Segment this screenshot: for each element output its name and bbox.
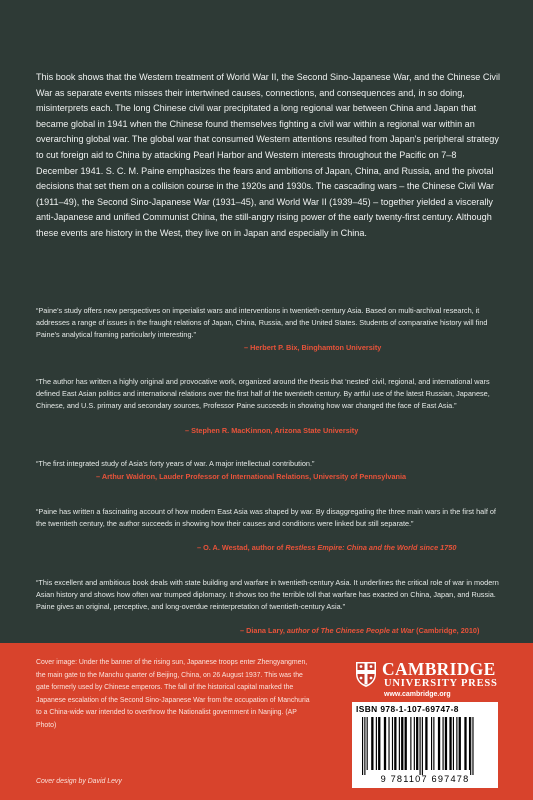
- barcode-bar: [453, 717, 454, 770]
- barcode-bar: [394, 717, 396, 770]
- barcode-bar: [378, 717, 380, 770]
- review-attribution-5-book: author of The Chinese People at War: [286, 626, 415, 635]
- review-attribution-5-publisher: (Cambridge, 2010): [414, 626, 480, 635]
- barcode-bar: [449, 717, 451, 770]
- barcode-bar: [464, 717, 466, 770]
- cover-image-caption: Cover image: Under the banner of the rising sun, Japanese troops enter Zhengyangmen, the main gate to the Manchu quarter of Beijing, China, on 26 August 1937. This was the gate formerly used by Chinese emperors. The fall of the historical capital marked the Japanese escalation of the Second Sino-Japanese War from the occupation of Manchuria to a China-wide war intended to overthrow the Nationalist government in Nanjing. (AP Photo): [36, 659, 310, 729]
- barcode-bar: [470, 717, 471, 775]
- barcode-bar: [410, 717, 411, 770]
- cover-design-credit: Cover design by David Levy: [36, 778, 122, 785]
- review-quote-2: “The author has written a highly original and provocative work, organized around the thesis that ‘nested’ civil, regional, and international wars defined East Asian politics and international relations over the first half of the twentieth century. By artful use of the latest Russian, Japanese, Chinese, and U.S. primary and secondary sources, Professor Paine succeeds in showing how war changed the face of East Asia.”: [36, 377, 490, 410]
- review-attribution-1: – Herbert P. Bix, Binghamton University: [244, 343, 382, 352]
- publisher-press: UNIVERSITY PRESS: [384, 678, 498, 689]
- barcode-bar: [376, 717, 377, 770]
- book-description: This book shows that the Western treatment of World War II, the Second Sino-Japanese War, and the Chinese Civil War as separate events misses their intertwined causes, connections, and consequences and, in so doing, misinterprets each. The long Chinese civil war precipitated a long regional war between China and Japan that became global in 1941 when the Chinese found themselves fighting a civil war within a regional war within an overarching global war. The global war that consumed Western attentions resulted from Japan's peripheral strategy to cut foreign aid to China by attacking Pearl Harbor and Western interests throughout the Pacific on 7–8 December 1941. S. C. M. Paine emphasizes the fears and ambitions of Japan, China, and Russia, and the pivotal decisions that set them on a collision course in the 1920s and 1930s. The cascading wars – the Chinese Civil War (1911–49), the Second Sino-Japanese War (1931–45), and World War II (1939–45) – together yielded a viscerally anti-Japanese and unified Communist China, the still-angry rising power of the early twenty-first century. Although these events are history in the West, they live on in Japan and especially in China.: [36, 72, 501, 238]
- barcode-bar: [367, 717, 368, 770]
- barcode-bar: [445, 717, 447, 770]
- barcode-bar: [416, 717, 418, 770]
- barcode-bar: [420, 717, 421, 775]
- barcode-bar: [472, 717, 473, 775]
- barcode-bar: [438, 717, 440, 770]
- barcode-bar: [433, 717, 434, 770]
- barcode-image: [360, 717, 490, 775]
- barcode-bar: [459, 717, 461, 770]
- barcode-bar: [425, 717, 427, 770]
- barcode-bar: [371, 717, 373, 770]
- review-attribution-5: [240, 625, 479, 637]
- barcode-bar: [431, 717, 432, 770]
- barcode-bar: [456, 717, 457, 770]
- review-quote-4: “Paine has written a fascinating account of how modern East Asia was shaped by war. By disaggregating the three main wars in the first half of the twentieth century, the author succeeds in showing how their causes and conditions were linked but still separate.”: [36, 507, 496, 528]
- barcode-panel: [352, 702, 498, 788]
- publisher-url: www.cambridge.org: [384, 691, 451, 698]
- barcode-bar: [384, 717, 386, 770]
- publisher-name: CAMBRIDGE: [382, 659, 496, 679]
- barcode-bar: [443, 717, 444, 770]
- barcode-bar: [388, 717, 389, 770]
- barcode-bar: [364, 717, 365, 775]
- barcode-bar: [414, 717, 415, 770]
- barcode-bar: [405, 717, 407, 770]
- review-attribution-2: – Stephen R. MacKinnon, Arizona State University: [185, 426, 359, 435]
- cambridge-crest-icon: [354, 660, 378, 688]
- review-attribution-4: [197, 542, 456, 554]
- barcode-digits: 9 781107 697478: [380, 774, 470, 784]
- barcode-bar: [422, 717, 423, 775]
- back-cover-lower-panel: [0, 643, 533, 800]
- review-quote-1: “Paine's study offers new perspectives on imperialist wars and interventions in twentieth-century Asia. Based on multi-archival research, it addresses a range of issues in the fraught relations of Japan, China, Russia, and the United States. Students of comparative history will find Paine's analytical framing particularly interesting.”: [36, 306, 488, 339]
- review-quote-3: “The first integrated study of Asia's forty years of war. A major intellectual contribution.”: [36, 459, 315, 468]
- review-quote-5: “This excellent and ambitious book deals with state building and warfare in twentieth-century Asia. It underlines the critical role of war in modern Asian history and shows how often war trumped diplomacy. It shows too the terrible toll that warfare has exacted on China, Japan, and Russia. Paine gives an original, perceptive, and long-overdue reinterpretation of twentieth-century Asia.”: [36, 578, 499, 611]
- review-attribution-4-author: – O. A. Westad, author of: [197, 543, 286, 552]
- review-attribution-4-book: Restless Empire: China and the World since 1750: [285, 543, 457, 552]
- barcode-bar: [399, 717, 400, 770]
- barcode-bar: [401, 717, 403, 770]
- review-attribution-3: – Arthur Waldron, Lauder Professor of International Relations, University of Pennsylvania: [96, 472, 407, 481]
- review-attribution-5-author: – Diana Lary,: [240, 626, 287, 635]
- isbn-label: ISBN 978-1-107-69747-8: [356, 704, 459, 714]
- barcode-bar: [392, 717, 393, 770]
- barcode-bar: [362, 717, 363, 775]
- barcode-bar: [469, 717, 470, 770]
